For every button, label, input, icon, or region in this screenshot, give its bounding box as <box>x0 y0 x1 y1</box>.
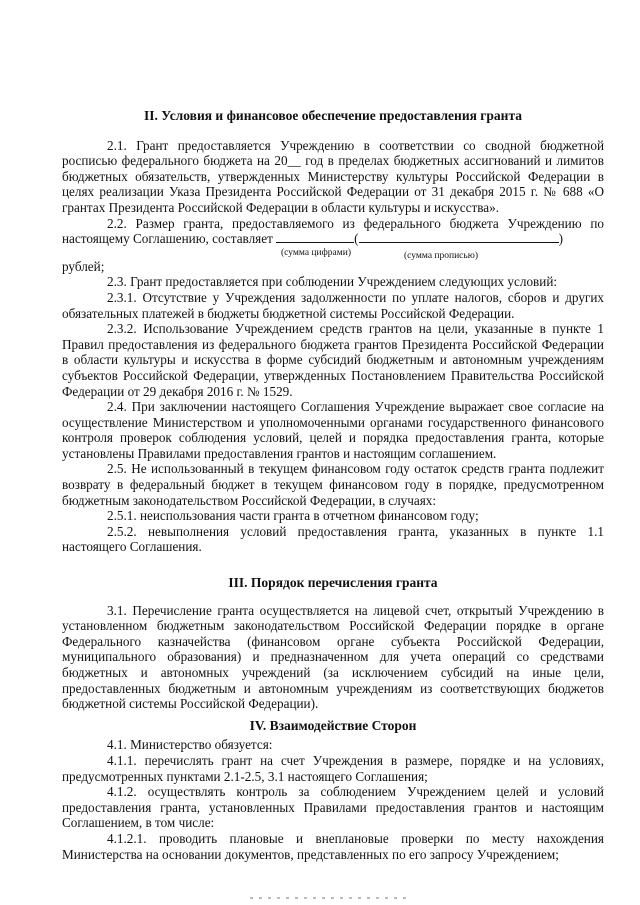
amount-open-paren: ( <box>354 231 359 247</box>
clause-2-3-1: 2.3.1. Отсутствие у Учреждения задолженности по уплате налогов, сборов и других обязательных платежей в бюджеты бюджетной системы Российской Федерации. <box>62 289 604 321</box>
section-2-heading: II. Условия и финансовое обеспечение предоставления гранта <box>143 108 522 123</box>
clause-2-5-1: 2.5.1. неиспользования части гранта в отчетном финансовом году; <box>107 508 479 524</box>
section-4-heading: IV. Взаимодействие Сторон <box>249 717 417 733</box>
caption-digits: (сумма цифрами) <box>281 247 351 258</box>
clause-3-1: 3.1. Перечисление гранта осуществляется на лицевой счет, открытый Учреждению в установленном бюджетным законодательством Российской Федерации порядке в органе Федерального казначейства (финансовом органе субъекта Российской Федерации, муниципального образования) и предназначенном для учета операций со средствами бюджетных и автономных учреждений (за исключением субсидий на иные цели, предоставленных бюджетным и автономным учреждениям из соответствующих бюджетов бюджетной системы Российской Федерации). <box>62 602 604 712</box>
amount-unit: рублей; <box>62 258 105 274</box>
clause-2-2-text: 2.2. Размер гранта, предоставляемого из федерального бюджета Учреждению по настоящему Соглашению, составляет <box>62 215 604 247</box>
clause-2-2 <box>62 216 604 247</box>
clause-2-1: 2.1. Грант предоставляется Учреждению в соответствии со сводной бюджетной росписью федерального бюджета на 20__ год в пределах бюджетных ассигнований и лимитов бюджетных обязательств, утвержденных Министерству культуры Российской Федерации в целях реализации Указа Президента Российской Федерации от 31 декабря 2015 г. № 688 «О грантах Президента Российской Федерации в области культуры и искусства». <box>62 137 604 215</box>
amount-captions <box>62 247 604 259</box>
clause-2-5-2: 2.5.2. невыполнения условий предоставления гранта, указанных в пункте 1.1 настоящего Соглашения. <box>62 523 604 555</box>
clause-2-4: 2.4. При заключении настоящего Соглашения Учреждение выражает свое согласие на осуществление Министерством и уполномоченными органами государственного финансового контроля проверок соблюдения условий, целей и порядка предоставления гранта, которые установлены Правилами предоставления грантов и настоящим соглашением. <box>62 399 604 461</box>
scan-artifact <box>250 897 410 899</box>
clause-2-3-2: 2.3.2. Использование Учреждением средств грантов на цели, указанные в пункте 1 Правил предоставления из федерального бюджета грантов Президента Российской Федерации в области культуры и искусства в форме субсидий бюджетным и автономным учреждениям субъектов Российской Федерации, утвержденных Постановлением Правительства Российской Федерации от 29 декабря 2016 г. № 1529. <box>62 321 604 399</box>
clause-4-1-1: 4.1.1. перечислять грант на счет Учреждения в размере, порядке и на условиях, предусмотренных пунктами 2.1-2.5, 3.1 настоящего Соглашения; <box>62 752 604 784</box>
clause-4-1-2-1: 4.1.2.1. проводить плановые и внеплановые проверки по месту нахождения Министерства на основании документов, представленных по его запросу Учреждением; <box>62 830 604 862</box>
clause-4-1: 4.1. Министерство обязуется: <box>107 737 273 753</box>
clause-2-5: 2.5. Не использованный в текущем финансовом году остаток средств гранта подлежит возврату в федеральный бюджет в текущем финансовом году в порядке, предусмотренном бюджетным законодательством Российской Федерации, в случаях: <box>62 461 604 508</box>
section-3-heading: III. Порядок перечисления гранта <box>228 575 438 591</box>
clause-2-3: 2.3. Грант предоставляется при соблюдении Учреждением следующих условий: <box>107 274 558 290</box>
amount-digits-blank <box>276 242 354 243</box>
amount-close-paren: ) <box>558 231 563 247</box>
amount-words-blank <box>359 242 559 243</box>
clause-4-1-2: 4.1.2. осуществлять контроль за соблюдением Учреждением целей и условий предоставления гранта, установленных Правилами предоставления грантов и настоящим Соглашением, в том числе: <box>62 784 604 831</box>
caption-words: (сумма прописью) <box>404 250 478 261</box>
